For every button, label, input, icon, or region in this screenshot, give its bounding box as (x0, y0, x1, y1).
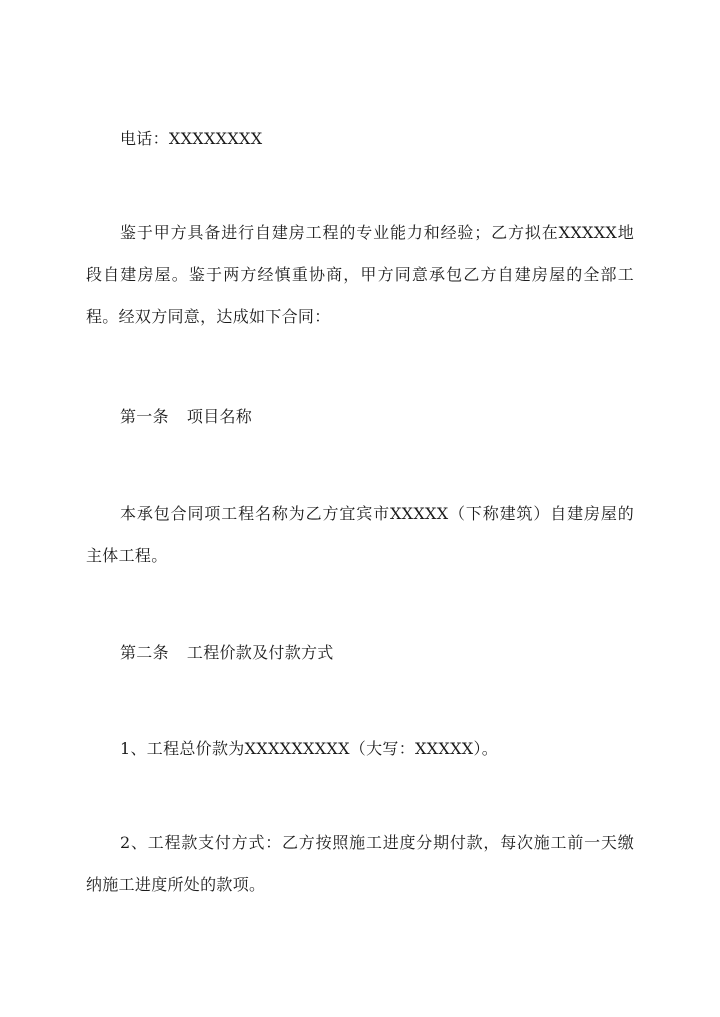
article-1-number: 第一条 (120, 407, 169, 426)
article-1-title: 项目名称 (186, 407, 253, 426)
article-1-heading (86, 396, 634, 438)
phone-line: 电话：XXXXXXXX (120, 129, 263, 148)
article-2-title: 工程价款及付款方式 (186, 643, 334, 662)
article-1-body: 本承包合同项工程名称为乙方宜宾市XXXXX（下称建筑）自建房屋的主体工程。 (86, 504, 634, 565)
intro-paragraph: 鉴于甲方具备进行自建房工程的专业能力和经验；乙方拟在XXXXX地段自建房屋。鉴于两方经慎重协商，甲方同意承包乙方自建房屋的全部工程。经双方同意，达成如下合同： (86, 223, 634, 326)
article-2-heading (86, 632, 634, 674)
item-2-paragraph: 2、工程款支付方式：乙方按照施工进度分期付款，每次施工前一天缴纳施工进度所处的款项。 (86, 833, 634, 894)
item-1-paragraph: 1、工程总价款为XXXXXXXXX（大写：XXXXX）。 (120, 739, 499, 758)
article-2-number: 第二条 (120, 643, 169, 662)
